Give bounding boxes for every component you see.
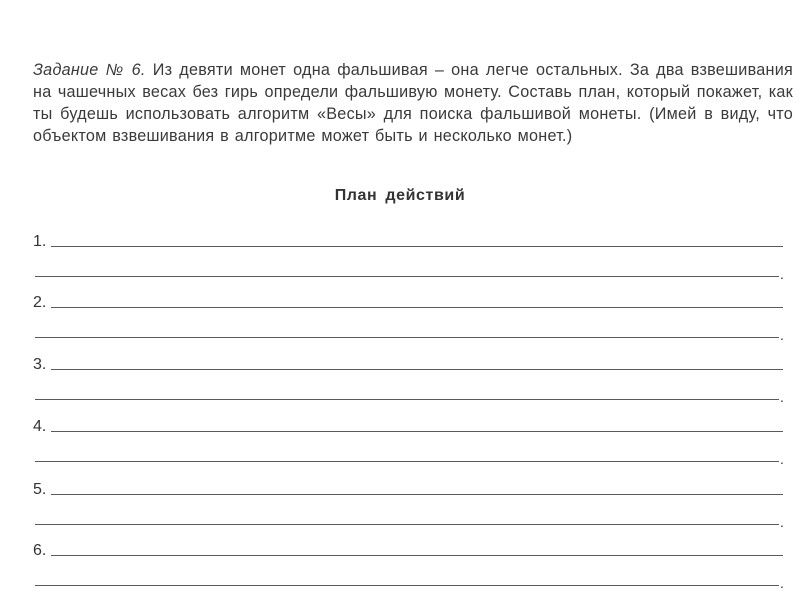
task-number: Задание № 6.: [33, 61, 146, 79]
answer-line[interactable]: [35, 399, 779, 400]
step-number: 5.: [33, 481, 47, 498]
plan-title: План действий: [334, 187, 466, 204]
step-number: 2.: [33, 294, 47, 311]
step-number: 3.: [33, 356, 47, 373]
answer-line[interactable]: [51, 246, 783, 247]
answer-line[interactable]: [35, 337, 779, 338]
answer-line[interactable]: [35, 276, 779, 277]
plan-step-5: [0, 481, 800, 541]
answer-line[interactable]: [51, 369, 783, 370]
answer-line[interactable]: [35, 461, 779, 462]
answer-line[interactable]: [51, 307, 783, 308]
line-end-dot: .: [780, 575, 784, 591]
answer-line[interactable]: [35, 524, 779, 525]
plan-step-3: [0, 356, 800, 416]
line-end-dot: .: [780, 389, 784, 405]
line-end-dot: .: [780, 514, 784, 530]
answer-line[interactable]: [51, 431, 783, 432]
plan-step-1: [0, 233, 800, 293]
line-end-dot: .: [780, 451, 784, 467]
step-number: 6.: [33, 542, 47, 559]
plan-step-4: [0, 418, 800, 478]
plan-step-2: [0, 294, 800, 354]
task-text: Из девяти монет одна фальшивая – она легче остальных. За два взвешивания на чашечных весах без гирь определи фальшивую монету. Составь план, который покажет, как ты будешь использовать алгоритм «Весы» для поиска фальшивой монеты. (Имей в виду, что объектом взвешивания в алгоритме может быть и несколько монет.): [33, 61, 794, 145]
line-end-dot: .: [780, 327, 784, 343]
step-number: 4.: [33, 418, 47, 435]
plan-step-6: [0, 542, 800, 602]
answer-line[interactable]: [51, 494, 783, 495]
line-end-dot: .: [780, 266, 784, 282]
task-description: [33, 59, 793, 147]
answer-line[interactable]: [35, 585, 779, 586]
step-number: 1.: [33, 233, 47, 250]
answer-line[interactable]: [51, 555, 783, 556]
